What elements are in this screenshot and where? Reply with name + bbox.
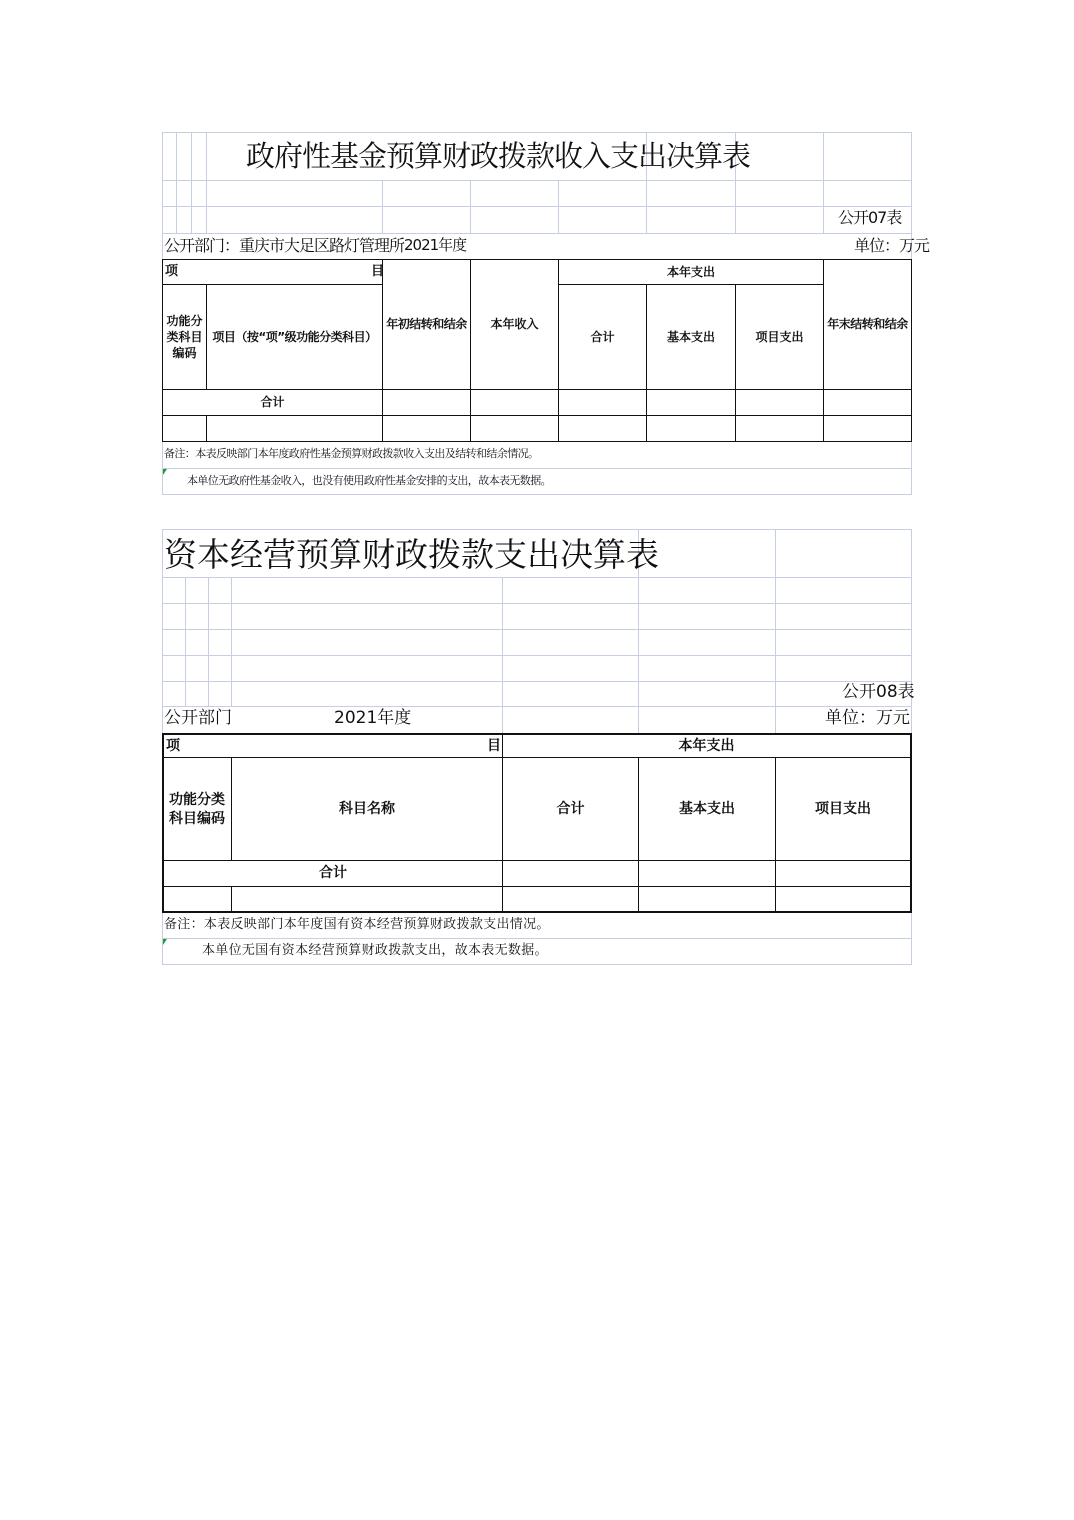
table07-header-end-balance: 年末结转和结余 <box>827 317 908 332</box>
table07-header-expense-group: 本年支出 <box>666 264 715 279</box>
table07-year: 2021年度 <box>404 236 467 254</box>
table08-number: 公开08表 <box>842 682 915 702</box>
table07-number: 公开07表 <box>838 208 902 227</box>
table08-department: 公开部门 <box>164 708 232 728</box>
table07-note-1: 备注：本表反映部门本年度政府性基金预算财政拨款收入支出及结转和结余情况。 <box>164 447 539 460</box>
table08-header-item-right: 目 <box>487 738 501 754</box>
table08-header-expense-group: 本年支出 <box>678 737 735 754</box>
table07-header-item-name: 项目（按“项”级功能分类科目） <box>212 329 377 344</box>
table07-note-2: 本单位无政府性基金收入，也没有使用政府性基金安排的支出，故本表无数据。 <box>187 474 551 487</box>
table08-year: 2021年度 <box>334 708 412 728</box>
table07-total-row-label: 合计 <box>260 395 285 410</box>
table08-note-1: 备注：本表反映部门本年度国有资本经营预算财政拨款支出情况。 <box>164 917 550 932</box>
table07-cell-marker-icon <box>163 469 167 475</box>
table08-total-row-label: 合计 <box>319 865 347 882</box>
table07-header-basic: 基本支出 <box>666 329 715 344</box>
table08-header-project: 项目支出 <box>815 800 871 817</box>
table08-note-2: 本单位无国有资本经营预算财政拨款支出，故本表无数据。 <box>202 943 548 958</box>
table08-title: 资本经营预算财政拨款支出决算表 <box>164 535 659 574</box>
table08-header-total: 合计 <box>556 800 585 817</box>
table08-header-func-code: 功能分类科目编码 <box>169 792 225 827</box>
table07-header-func-code: 功能分类科目编码 <box>166 313 203 361</box>
table07-title: 政府性基金预算财政拨款收入支出决算表 <box>246 139 751 173</box>
table07-unit: 单位：万元 <box>854 236 930 255</box>
table07-header-income: 本年收入 <box>490 317 539 332</box>
table08-header-subject-name: 科目名称 <box>339 800 395 817</box>
table07-header-item-right: 目 <box>371 264 385 279</box>
table07-header-total: 合计 <box>590 329 615 344</box>
table08-header-basic: 基本支出 <box>679 800 735 817</box>
table08-header-item-left: 项 <box>166 738 180 754</box>
table07-header-item-left: 项 <box>165 264 179 279</box>
table07-department: 公开部门：重庆市大足区路灯管理所 <box>164 236 405 255</box>
table07-header-begin-balance: 年初结转和结余 <box>386 317 467 332</box>
table07-header-project: 项目支出 <box>755 329 804 344</box>
table08-cell-marker-icon <box>163 939 167 945</box>
table08-unit: 单位：万元 <box>825 708 910 728</box>
